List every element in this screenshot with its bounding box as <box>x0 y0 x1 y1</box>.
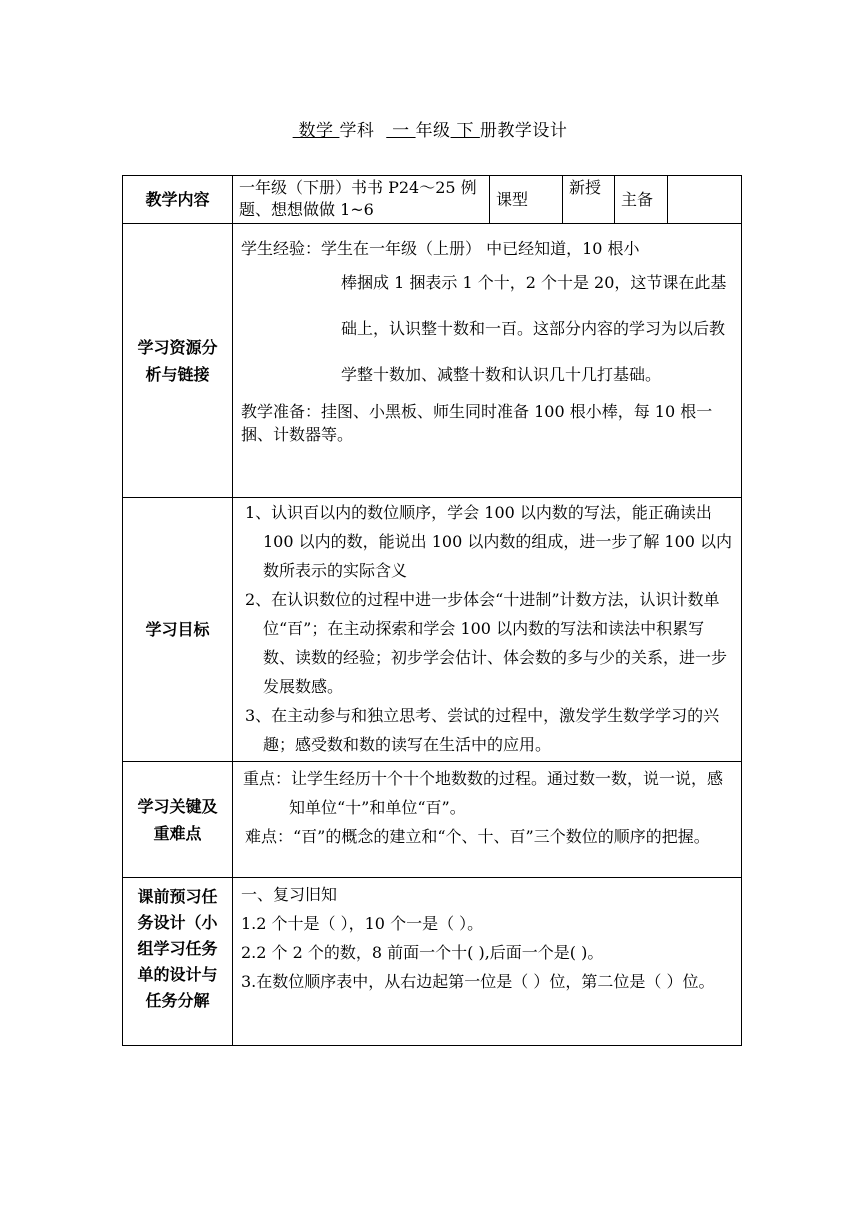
title-term-suffix: 册教学设计 <box>479 121 568 141</box>
goal-item: 3、在主动参与和独立思考、尝试的过程中，激发学生数学学习的兴趣；感受数和数的读写在生活中的应用。 <box>245 706 720 754</box>
lesson-type-value: 新授 <box>563 176 615 224</box>
goal-item: 1、认识百以内的数位顺序，学会 100 以内数的写法，能正确读出 100 以内的数，能说出 100 以内数的组成，进一步了解 100 以内数所表示的实际含义 <box>245 503 733 580</box>
row-teaching-content <box>123 176 742 224</box>
teaching-preparation: 教学准备：挂图、小黑板、师生同时准备 100 根小棒，每 10 根一捆、计数器等。 <box>241 402 713 444</box>
label-key-points-text: 学习关键及重难点 <box>137 796 218 843</box>
preview-tasks-content <box>233 878 742 1046</box>
preview-item: 1.2 个十是（ ），10 个一是（ ）。 <box>241 914 484 933</box>
preview-item: 2.2 个 2 个的数，8 前面一个十( ),后面一个是( )。 <box>241 943 604 962</box>
title-subject: 数学 <box>292 121 340 141</box>
experience-first-line: 学生经验：学生在一年级（上册） 中已经知道，10 根小 <box>241 239 640 258</box>
label-preview-tasks <box>123 878 233 1046</box>
experience-rest: 棒捆成 1 捆表示 1 个十，2 个十是 20，这节课在此基础上，认识整十数和一百。这部分内容的学习为以后教学整十数加、减整十数和认识几十几打基础。 <box>341 273 727 384</box>
row-resources <box>123 224 742 498</box>
label-main-preparer: 主备 <box>615 176 668 224</box>
title-subject-suffix: 学科 <box>339 121 375 141</box>
title-grade-suffix: 年级 <box>415 121 451 141</box>
label-resources-text: 学习资源分析与链接 <box>137 337 218 384</box>
difficulty: 难点：“百”的概念的建立和“个、十、百”三个数位的顺序的把握。 <box>245 827 710 846</box>
row-learning-goals <box>123 498 742 762</box>
key-points-content <box>233 762 742 878</box>
learning-goals-content <box>233 498 742 762</box>
teaching-content-value: 一年级（下册）书书 P24～25 例题、想想做做 1~6 <box>233 176 490 224</box>
label-preview-tasks-text: 课前预习任务设计（小组学习任务单的设计与任务分解 <box>137 887 218 1010</box>
label-key-points <box>123 762 233 878</box>
main-preparer-value <box>668 176 742 224</box>
title-term: 下 <box>450 121 480 141</box>
key-point: 重点：让学生经历十个十个地数数的过程。通过数一数，说一说，感知单位“十”和单位“百”。 <box>243 769 724 817</box>
lesson-plan-table <box>122 175 742 1046</box>
document-title <box>0 116 860 141</box>
row-key-points <box>123 762 742 878</box>
goal-item: 2、在认识数位的过程中进一步体会“十进制”计数方法，认识计数单位“百”；在主动探索和学会 100 以内数的写法和读法中积累写数、读数的经验；初步学会估计、体会数的多与少的关系，进一步发展数感。 <box>245 590 728 696</box>
preview-heading: 一、复习旧知 <box>241 885 338 904</box>
label-teaching-content: 教学内容 <box>123 176 233 224</box>
title-grade: 一 <box>386 121 416 141</box>
resources-content <box>233 224 742 498</box>
row-preview-tasks <box>123 878 742 1046</box>
label-learning-goals: 学习目标 <box>123 498 233 762</box>
label-resources <box>123 224 233 498</box>
preview-item: 3.在数位顺序表中，从右边起第一位是（ ）位，第二位是（ ）位。 <box>241 972 715 991</box>
label-lesson-type: 课型 <box>490 176 563 224</box>
